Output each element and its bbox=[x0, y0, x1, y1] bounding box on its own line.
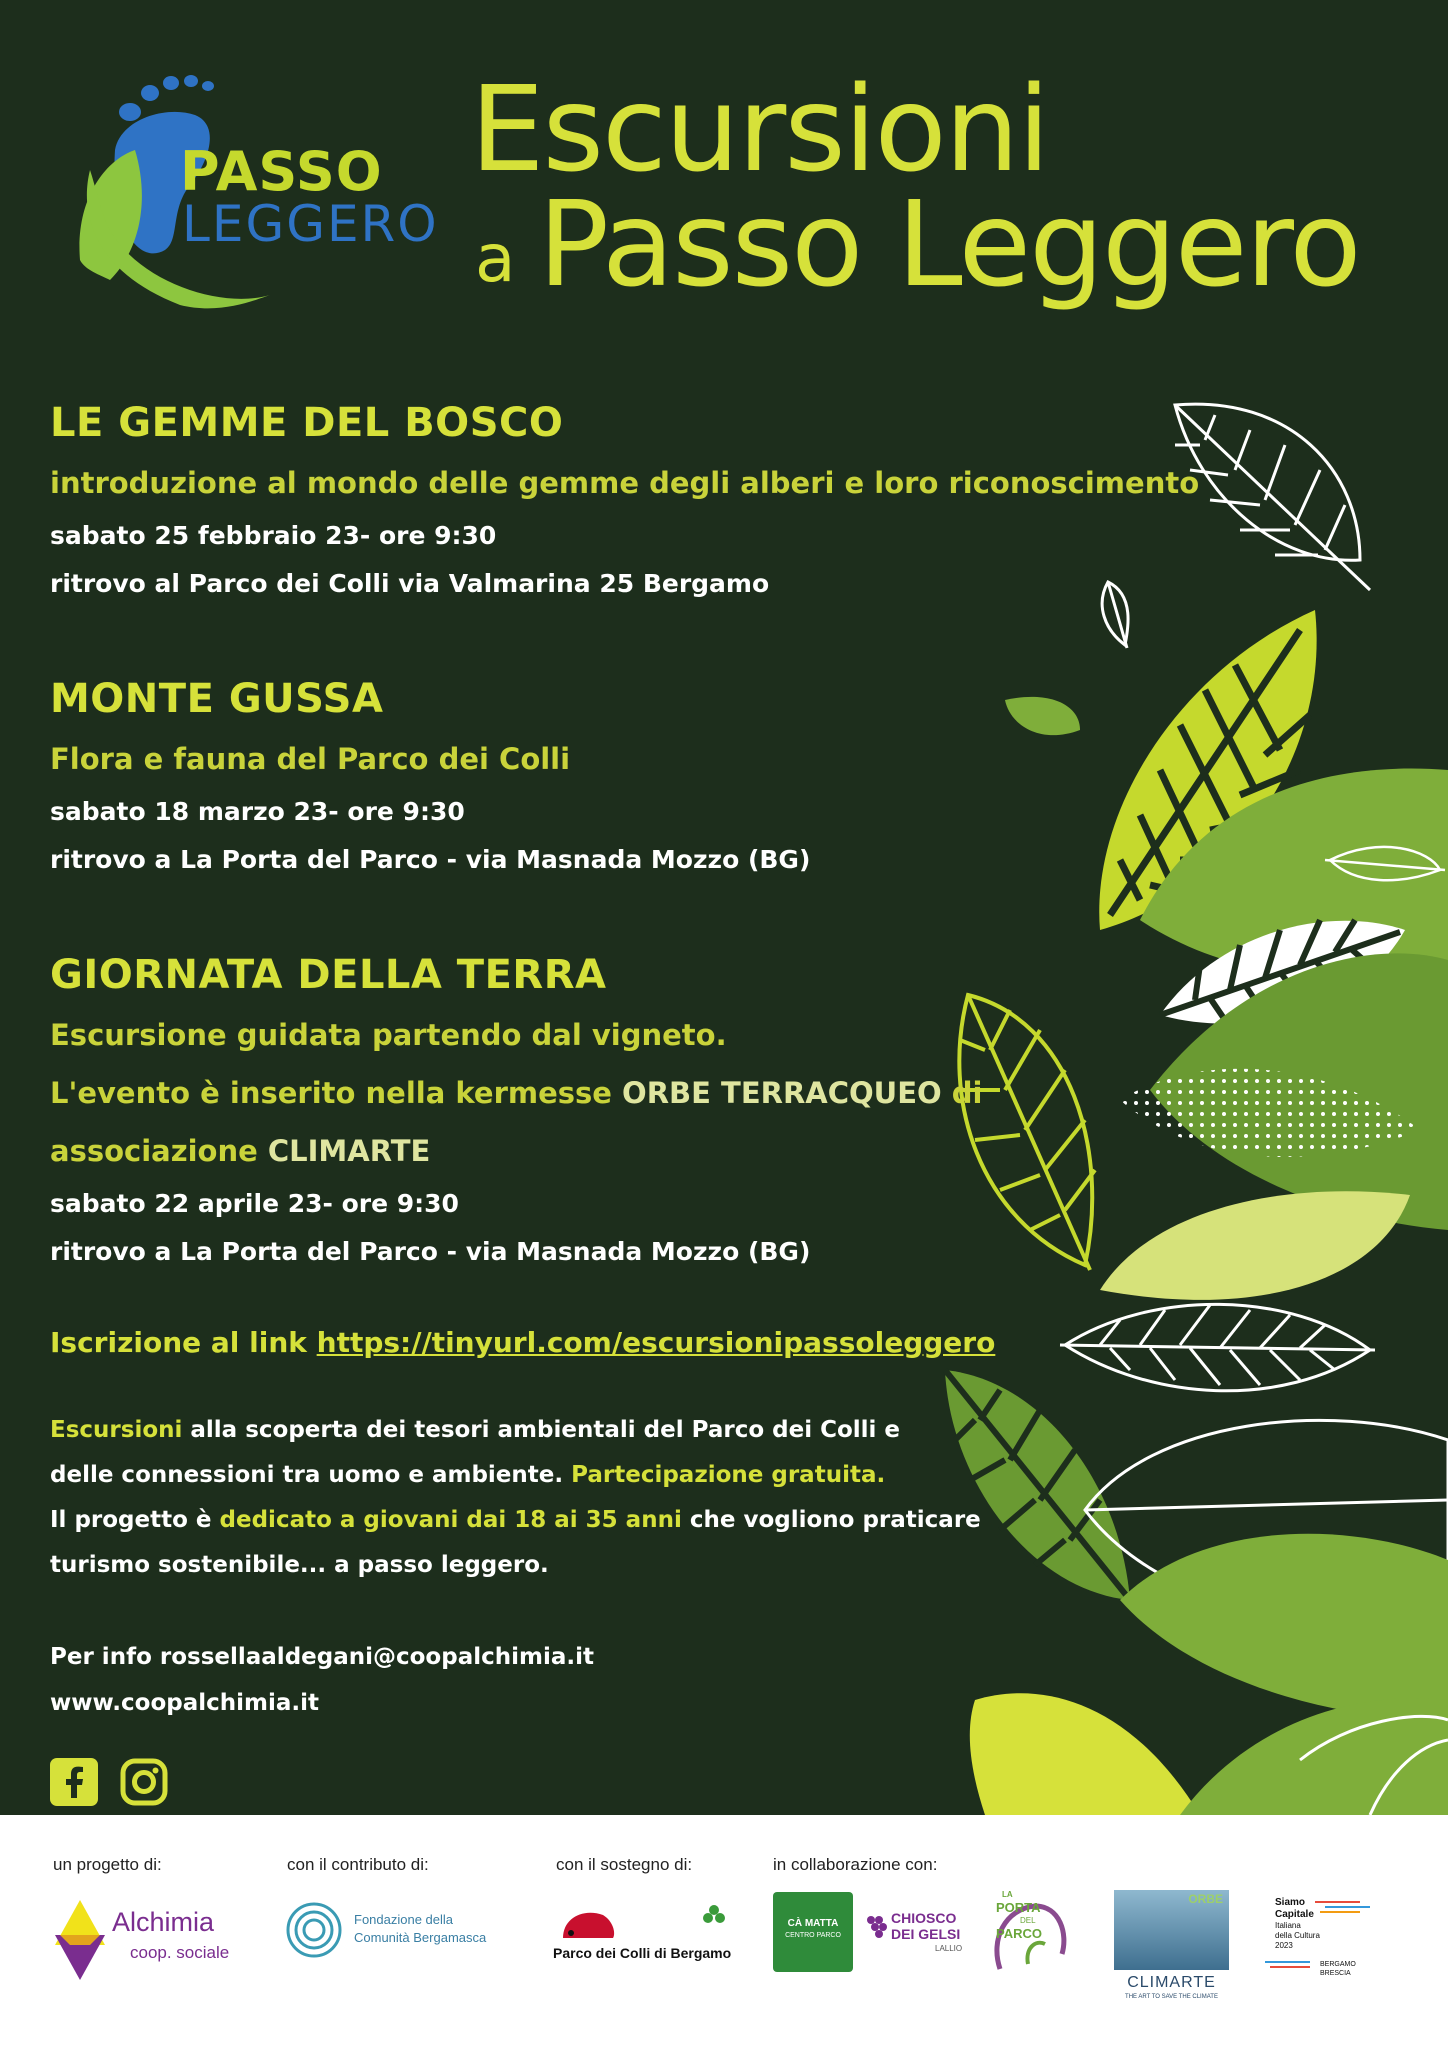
event-3 bbox=[50, 944, 1130, 1276]
contact-email[interactable]: Per info rossellaaldegani@coopalchimia.it bbox=[50, 1644, 594, 1670]
capitale-city2: BRESCIA bbox=[1320, 1970, 1351, 1977]
porta-line3: DEL bbox=[1020, 1916, 1036, 1925]
signup-prefix: Iscrizione al link bbox=[50, 1326, 317, 1359]
parco-colli-logo bbox=[553, 1903, 733, 1983]
headline-line2: Passo Leggero bbox=[538, 175, 1360, 313]
about-line-2 bbox=[50, 1453, 981, 1498]
event-association-name: CLIMARTE bbox=[267, 1134, 431, 1168]
instagram-icon[interactable] bbox=[120, 1758, 168, 1806]
grapes-icon bbox=[865, 1912, 889, 1942]
yellow-leaf-pale bbox=[1100, 1191, 1410, 1300]
camatta-line2: CENTRO PARCO bbox=[785, 1932, 841, 1939]
capitale-line1: Siamo bbox=[1275, 1897, 1306, 1908]
event-subtitle: introduzione al mondo delle gemme degli alberi e loro riconoscimento bbox=[50, 466, 1200, 500]
capitale-line5: 2023 bbox=[1275, 1941, 1293, 1950]
facebook-icon[interactable] bbox=[50, 1758, 98, 1806]
event-kermesse-name: ORBE TERRACQUEO bbox=[622, 1076, 942, 1110]
alchimia-name: Alchimia bbox=[112, 1907, 215, 1937]
footer-label-project: un progetto di: bbox=[53, 1855, 162, 1874]
porta-line2: PORTA bbox=[996, 1900, 1041, 1915]
partners-footer bbox=[0, 1815, 1448, 2048]
porta-parco-logo bbox=[980, 1890, 1080, 1980]
porta-line4: PARCO bbox=[996, 1926, 1042, 1941]
alchimia-mark-icon bbox=[50, 1895, 110, 1985]
logo-word-passo: PASSO bbox=[180, 140, 383, 203]
about-highlight-gratuita: Partecipazione gratuita. bbox=[571, 1462, 886, 1488]
event-place: ritrovo a La Porta del Parco - via Masnada Mozzo (BG) bbox=[50, 1237, 811, 1266]
event-subtitle: Escursione guidata partendo dal vigneto. bbox=[50, 1018, 727, 1052]
fondazione-swirl-icon bbox=[284, 1900, 344, 1960]
event-subtitle-3-pre: associazione bbox=[50, 1134, 268, 1168]
signup-line bbox=[50, 1326, 995, 1359]
about-text-3b: che vogliono praticare bbox=[681, 1507, 981, 1533]
camatta-line1: CÀ MATTA bbox=[787, 1918, 839, 1929]
chiosco-line3: LALLIO bbox=[935, 1944, 963, 1953]
headline bbox=[460, 60, 1420, 350]
event-title: MONTE GUSSA bbox=[50, 676, 384, 722]
camatta-logo bbox=[773, 1892, 853, 1972]
headline-connector: a bbox=[475, 220, 516, 297]
event-date: sabato 25 febbraio 23- ore 9:30 bbox=[50, 521, 497, 550]
green-leaf-lower bbox=[1120, 1534, 1448, 1720]
about-highlight-escursioni: Escursioni bbox=[50, 1417, 183, 1443]
event-subtitle-2-pre: L'evento è inserito nella kermesse bbox=[50, 1076, 623, 1110]
chiosco-line1: CHIOSCO bbox=[891, 1910, 957, 1926]
about-text-3a: Il progetto è bbox=[50, 1507, 220, 1533]
event-subtitle-2-post: di bbox=[941, 1076, 983, 1110]
alchimia-sub: coop. sociale bbox=[130, 1943, 230, 1962]
event-2 bbox=[50, 668, 1130, 884]
parco-colli-name: Parco dei Colli di Bergamo bbox=[553, 1945, 732, 1961]
about-paragraph bbox=[50, 1408, 981, 1588]
event-title: GIORNATA DELLA TERRA bbox=[50, 952, 607, 998]
about-line-4: turismo sostenibile... a passo leggero. bbox=[50, 1552, 549, 1578]
capitale-cultura-logo bbox=[1265, 1897, 1385, 2007]
footer-label-contribution: con il contributo di: bbox=[287, 1855, 429, 1874]
fondazione-line1: Fondazione della bbox=[354, 1912, 454, 1927]
outline-leaf-white-mid bbox=[1060, 1304, 1375, 1390]
contact-info bbox=[50, 1634, 594, 1726]
about-text-2: delle connessioni tra uomo e ambiente. bbox=[50, 1462, 572, 1488]
capitale-stripes-lower-icon bbox=[1265, 1959, 1325, 1973]
event-subtitle-2 bbox=[50, 1064, 1130, 1122]
chiosco-line2: DEI GELSI bbox=[891, 1926, 961, 1942]
passo-leggero-logo bbox=[70, 60, 439, 330]
capitale-city1: BERGAMO bbox=[1320, 1961, 1356, 1968]
about-highlight-giovani: dedicato a giovani dai 18 ai 35 anni bbox=[219, 1507, 682, 1533]
capitale-line2: Capitale bbox=[1275, 1909, 1314, 1920]
event-place: ritrovo a La Porta del Parco - via Masnada Mozzo (BG) bbox=[50, 845, 811, 874]
climarte-tagline: THE ART TO SAVE THE CLIMATE bbox=[1125, 1994, 1218, 2000]
headline-line1: Escursioni bbox=[470, 60, 1049, 198]
event-date: sabato 22 aprile 23- ore 9:30 bbox=[50, 1189, 459, 1218]
climarte-name: CLIMARTE bbox=[1127, 1974, 1216, 1991]
event-date: sabato 18 marzo 23- ore 9:30 bbox=[50, 797, 465, 826]
climarte-logo bbox=[1114, 1890, 1229, 2010]
clover-icon bbox=[703, 1905, 725, 1927]
about-text-1: alla scoperta dei tesori ambientali del Parco dei Colli e bbox=[182, 1417, 901, 1443]
contact-website[interactable]: www.coopalchimia.it bbox=[50, 1690, 319, 1716]
capitale-stripes-icon bbox=[1315, 1899, 1375, 1919]
footer-label-support: con il sostegno di: bbox=[556, 1855, 693, 1874]
about-line-1 bbox=[50, 1408, 981, 1453]
yellow-leaf-bottom bbox=[970, 1693, 1200, 1815]
chiosco-logo bbox=[865, 1910, 975, 1970]
event-subtitle-3 bbox=[50, 1122, 1130, 1180]
event-subtitle: Flora e fauna del Parco dei Colli bbox=[50, 742, 571, 776]
hedgehog-icon bbox=[558, 1903, 618, 1943]
signup-link[interactable]: https://tinyurl.com/escursionipassoleggero bbox=[316, 1326, 996, 1359]
fondazione-logo bbox=[284, 1900, 514, 1980]
capitale-line3: Italiana bbox=[1275, 1921, 1301, 1930]
fondazione-line2: Comunità Bergamasca bbox=[354, 1930, 487, 1945]
event-title: LE GEMME DEL BOSCO bbox=[50, 400, 564, 446]
social-icons bbox=[50, 1758, 168, 1806]
event-place: ritrovo al Parco dei Colli via Valmarina 25 Bergamo bbox=[50, 569, 770, 598]
outline-leaf-top bbox=[1175, 404, 1370, 590]
logo-word-leggero: LEGGERO bbox=[182, 195, 439, 253]
footer-label-collaboration: in collaborazione con: bbox=[773, 1855, 938, 1874]
event-1 bbox=[50, 392, 1200, 608]
climarte-orbe: ORBE bbox=[1188, 1892, 1223, 1906]
capitale-line4: della Cultura bbox=[1275, 1931, 1320, 1940]
porta-line1: LA bbox=[1002, 1890, 1013, 1899]
about-line-3 bbox=[50, 1498, 981, 1543]
alchimia-logo bbox=[50, 1895, 250, 1995]
